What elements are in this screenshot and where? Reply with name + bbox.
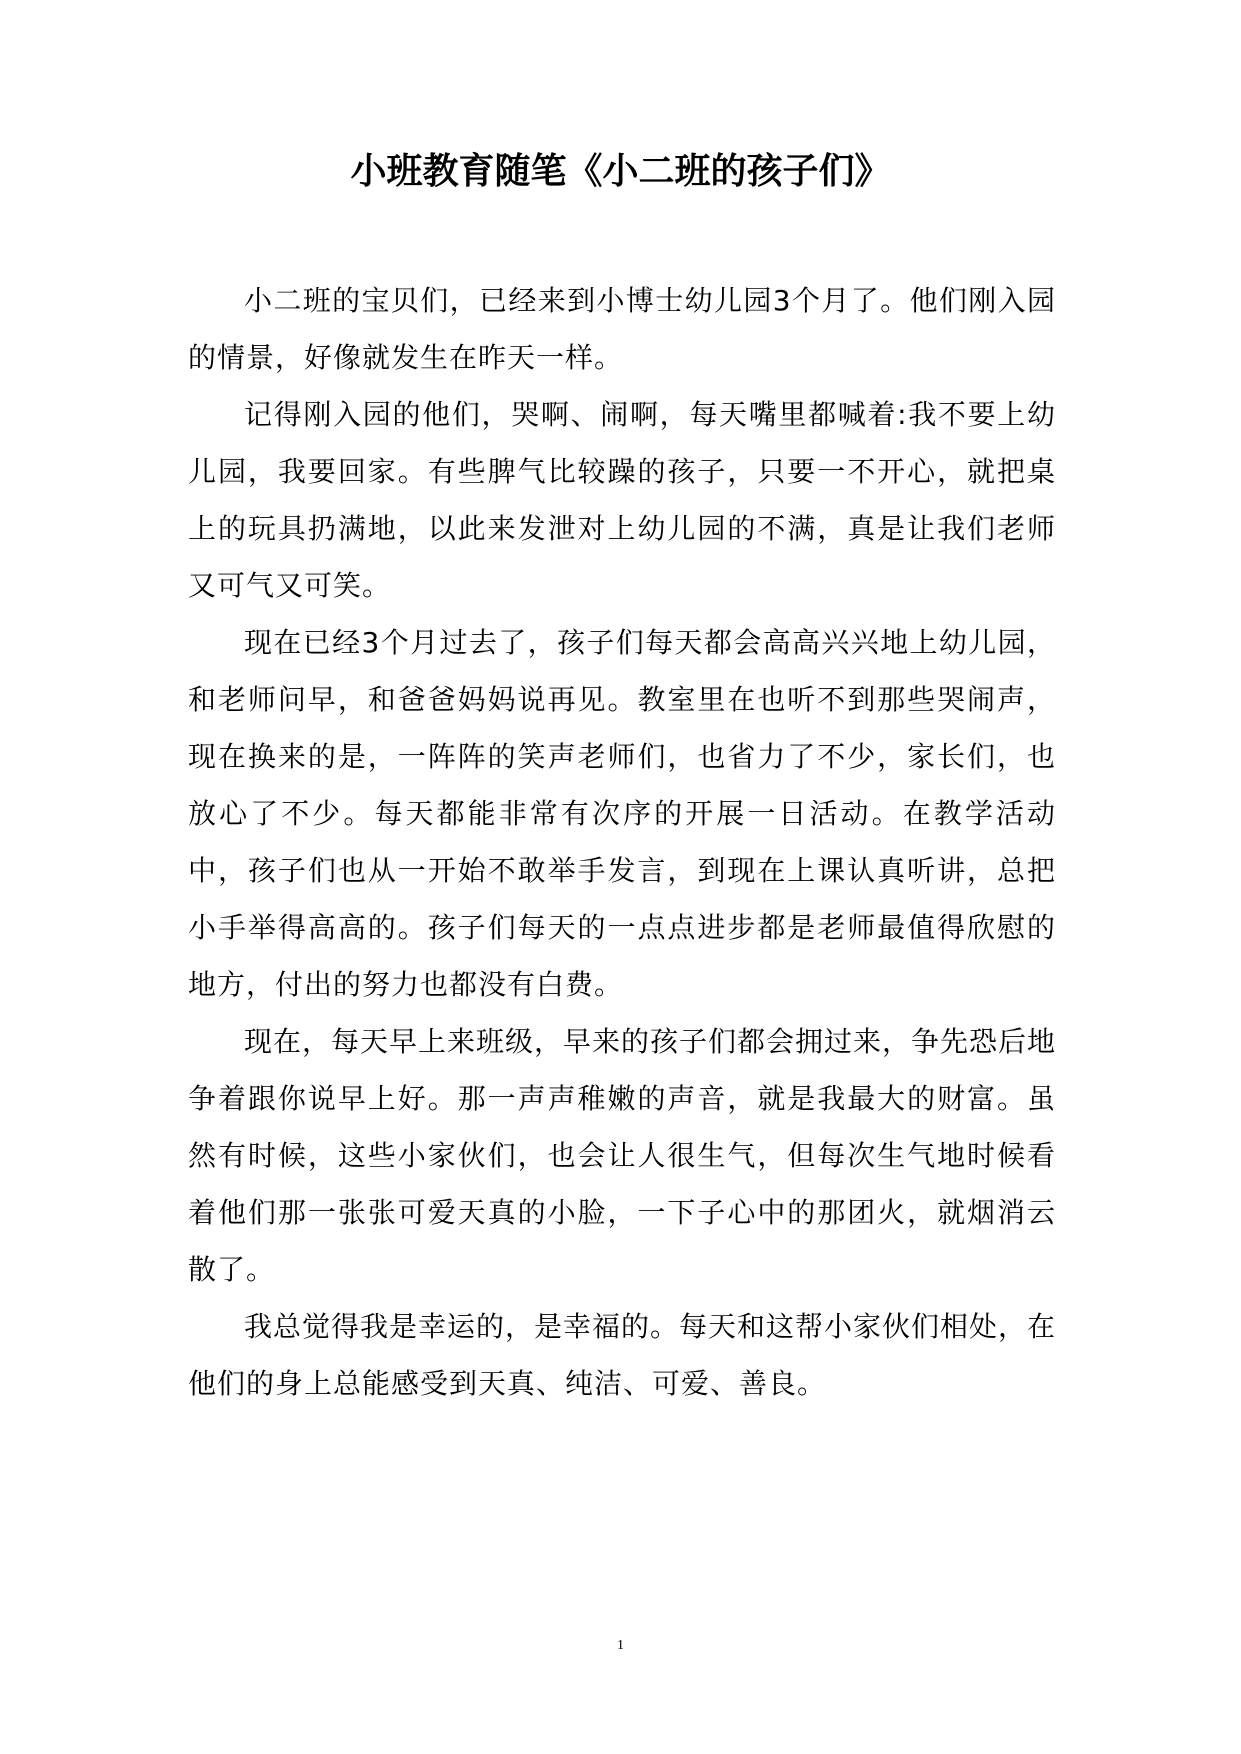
paragraph-2: 记得刚入园的他们，哭啊、闹啊，每天嘴里都喊着:我不要上幼儿园，我要回家。有些脾气比较躁的孩子，只要一不开心，就把桌上的玩具扔满地，以此来发泄对上幼儿园的不满，真是让我们老师又可气又可笑。 <box>188 398 1056 602</box>
paragraph-5: 我总觉得我是幸运的，是幸福的。每天和这帮小家伙们相处，在他们的身上总能感受到天真、纯洁、可爱、善良。 <box>188 1310 1057 1400</box>
paragraph-4: 现在，每天早上来班级，早来的孩子们都会拥过来，争先恐后地争着跟你说早上好。那一声声稚嫩的声音，就是我最大的财富。虽然有时候，这些小家伙们，也会让人很生气，但每次生气地时候看着他们那一张张可爱天真的小脸，一下子心中的那团火，就烟消云散了。 <box>188 1025 1057 1286</box>
paragraph-3: 现在已经3个月过去了，孩子们每天都会高高兴兴地上幼儿园，和老师问早，和爸爸妈妈说再见。教室里在也听不到那些哭闹声，现在换来的是，一阵阵的笑声老师们，也省力了不少，家长们，也放心了不少。每天都能非常有次序的开展一日活动。在教学活动中，孩子们也从一开始不敢举手发言，到现在上课认真听讲，总把小手举得高高的。孩子们每天的一点点进步都是老师最值得欣慰的地方，付出的努力也都没有白费。 <box>188 626 1056 1001</box>
document-title: 小班教育随笔《小二班的孩子们》 <box>350 150 891 192</box>
paragraph-1: 小二班的宝贝们，已经来到小博士幼儿园3个月了。他们刚入园的情景，好像就发生在昨天一样。 <box>188 284 1056 374</box>
document-body <box>188 272 1056 1412</box>
page-number: 1 <box>617 1638 624 1653</box>
